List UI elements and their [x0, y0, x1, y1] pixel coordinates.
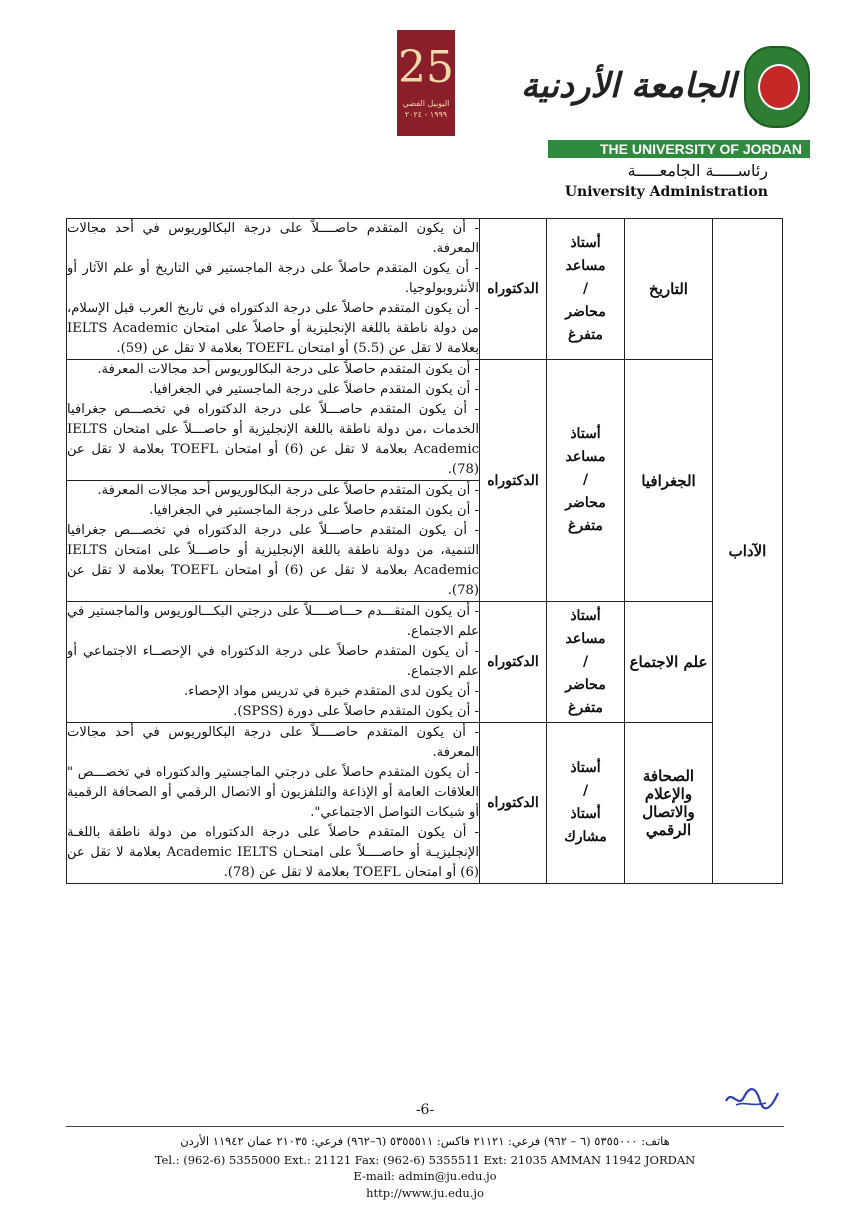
- requirement-item: - أن يكون المتقدم حاصلاً على درجة الدكتوراه في تاريخ العرب قبل الإسلام، من دولة ناطقة باللغة الإنجليزية أو حاصلاً على امتحان IELTS Academic بعلامة لا تقل عن (5.5) أو امتحان TOEFL بعلامة لا تقل عن (59).: [67, 301, 479, 356]
- requirement-item: - أن يكون المتقدم حاصلاً على درجة الماجستير في الجغرافيا.: [149, 503, 479, 518]
- anniversary-badge: [397, 30, 455, 136]
- rank-cell: [547, 723, 625, 884]
- degree-cell: الدكتوراه: [480, 219, 547, 360]
- table-row: [67, 360, 783, 481]
- college-cell: الآداب: [713, 219, 783, 884]
- rank-line: متفرغ: [568, 518, 603, 534]
- rank-line: أستاذ: [570, 234, 601, 251]
- degree-cell: الدكتوراه: [480, 360, 547, 602]
- university-crest-icon: [744, 46, 810, 128]
- contact-email: E-mail: admin@ju.edu.jo: [353, 1169, 497, 1183]
- rank-line: /: [582, 653, 589, 670]
- requirement-item: - أن يكون المتقـــدم حـــاصــــلاً على درجتي البكـــالوريوس والماجستير في علم الاجتماع.: [67, 604, 479, 639]
- rank-line: أستاذ: [570, 760, 601, 776]
- rank-line: أستاذ: [570, 426, 601, 442]
- requirement-item: - أن يكون المتقدم حاصــــلاً على درجة البكالوريوس في أحد مجالات المعرفة.: [67, 725, 479, 760]
- footer-divider: [66, 1126, 784, 1127]
- rank-line: أستاذ: [570, 607, 601, 624]
- requirement-item: - أن يكون المتقدم حاصلاً على درجتي الماجستير والدكتوراه في تخصـــص " العلاقات العامة أو الإذاعة والتلفزيون أو الاتصال الرقمي أو الصحافة الرقمية أو شبكات التواصل الاجتماعي".: [67, 765, 479, 820]
- rank-line: مساعد: [565, 449, 606, 465]
- contact-en: Tel.: (962-6) 5355000 Ext.: 21121 Fax: (962-6) 5355511 Ext: 21035 AMMAN 11942 JORDAN: [154, 1153, 696, 1167]
- rank-line: محاضر: [565, 495, 606, 511]
- table-row: [67, 602, 783, 723]
- rank-line: /: [582, 280, 589, 297]
- rank-line: متفرغ: [568, 326, 603, 343]
- rank-line: محاضر: [565, 676, 606, 693]
- department-cell: علم الاجتماع: [625, 602, 713, 723]
- table-row: [67, 219, 783, 360]
- requirements-cell: [67, 723, 480, 884]
- department-cell: الجغرافيا: [625, 360, 713, 602]
- requirement-item: - أن يكون المتقدم حاصلاً على درجة البكالوريوس أحد مجالات المعرفة.: [97, 362, 479, 377]
- requirement-item: - أن يكون المتقدم حاصلاً على درجة الدكتوراه في الإحصــاء الاجتماعي أو علم الاجتماع.: [67, 644, 479, 679]
- positions-table: [66, 218, 783, 884]
- anniversary-years: ١٩٩٩ - ٢٠٢٤: [404, 110, 448, 119]
- requirement-item: - أن يكون المتقدم حاصلاً على درجة الماجستير في التاريخ أو علم الآثار أو الأنثروبولوجيا.: [67, 261, 479, 296]
- requirement-item: - أن يكون المتقدم حاصلاً على درجة الماجستير في الجغرافيا.: [149, 382, 479, 397]
- admin-title-en: University Administration: [564, 184, 768, 200]
- degree-cell: الدكتوراه: [480, 602, 547, 723]
- requirement-item: - أن يكون المتقدم حاصلاً على دورة (SPSS).: [233, 704, 479, 719]
- requirement-item: - أن يكون المتقدم حاصـــلاً على درجة الدكتوراه في تخصـــص جغرافيا التنمية، من دولة ناطقة باللغة الإنجليزية أو حاصـــلاً على امتحان IELTS Academic بعلامة لا تقل عن (6) أو امتحان TOEFL بعلامة لا تقل عن (78).: [67, 523, 479, 598]
- department-cell: التاريخ: [625, 219, 713, 360]
- rank-cell: [547, 360, 625, 602]
- university-name-en: THE UNIVERSITY OF JORDAN: [548, 140, 810, 158]
- rank-cell: [547, 602, 625, 723]
- university-name-ar: الجامعة الأردنية: [520, 66, 736, 106]
- requirement-item: - أن يكون لدى المتقدم خبرة في تدريس مواد الإحصاء.: [184, 684, 479, 699]
- contact-ar: هاتف: ٥٣٥٥٠٠٠ (٦ – ٩٦٢) فرعي: ٢١١٢١ فاكس: ٥٣٥٥٥١١ (٦–٩٦٢) فرعي: ٢١٠٣٥ عمان ١١٩٤٢ الأردن: [180, 1134, 670, 1148]
- table-row: [67, 723, 783, 884]
- requirements-cell: [67, 219, 480, 360]
- department-cell: الصحافة والإعلام والاتصال الرقمي: [625, 723, 713, 884]
- requirement-item: - أن يكون المتقدم حاصــــلاً على درجة البكالوريوس في أحد مجالات المعرفة.: [67, 221, 479, 256]
- rank-line: أستاذ: [570, 806, 601, 822]
- degree-cell: الدكتوراه: [480, 723, 547, 884]
- requirements-cell: [67, 360, 480, 481]
- requirement-item: - أن يكون المتقدم حاصلاً على درجة الدكتوراه من دولة ناطقة باللغـة الإنجليزيـة أو حاصــــلاً على امتحـان Academic IELTS بعلامة لا تقل عن (6) أو امتحان TOEFL بعلامة لا تقل عن (78).: [67, 825, 480, 880]
- rank-line: متفرغ: [568, 699, 603, 716]
- requirements-cell: [67, 481, 480, 602]
- rank-line: مساعد: [565, 630, 606, 647]
- rank-cell: [547, 219, 625, 360]
- rank-line: /: [582, 472, 589, 488]
- rank-line: محاضر: [565, 303, 606, 320]
- anniversary-caption: اليوبيل الفضي: [402, 99, 450, 108]
- requirement-item: - أن يكون المتقدم حاصلاً على درجة البكالوريوس أحد مجالات المعرفة.: [97, 483, 479, 498]
- requirement-item: - أن يكون المتقدم حاصـــلاً على درجة الدكتوراه في تخصـــص جغرافيا الخدمات ،من دولة ناطقة باللغة الإنجليزية أو حاصـــلاً على امتحان IELTS Academic بعلامة لا تقل عن (6) أو امتحان TOEFL بعلامة لا تقل عن (78).: [67, 402, 479, 477]
- page-number: -6-: [415, 1102, 435, 1118]
- rank-line: مساعد: [565, 257, 606, 274]
- rank-line: مشارك: [564, 829, 607, 845]
- requirements-cell: [67, 602, 480, 723]
- contact-website: http://www.ju.edu.jo: [366, 1186, 484, 1200]
- anniversary-number: 25: [398, 42, 454, 93]
- rank-line: /: [582, 783, 589, 799]
- admin-title-ar: رئاســـــة الجامعـــــة: [627, 161, 768, 180]
